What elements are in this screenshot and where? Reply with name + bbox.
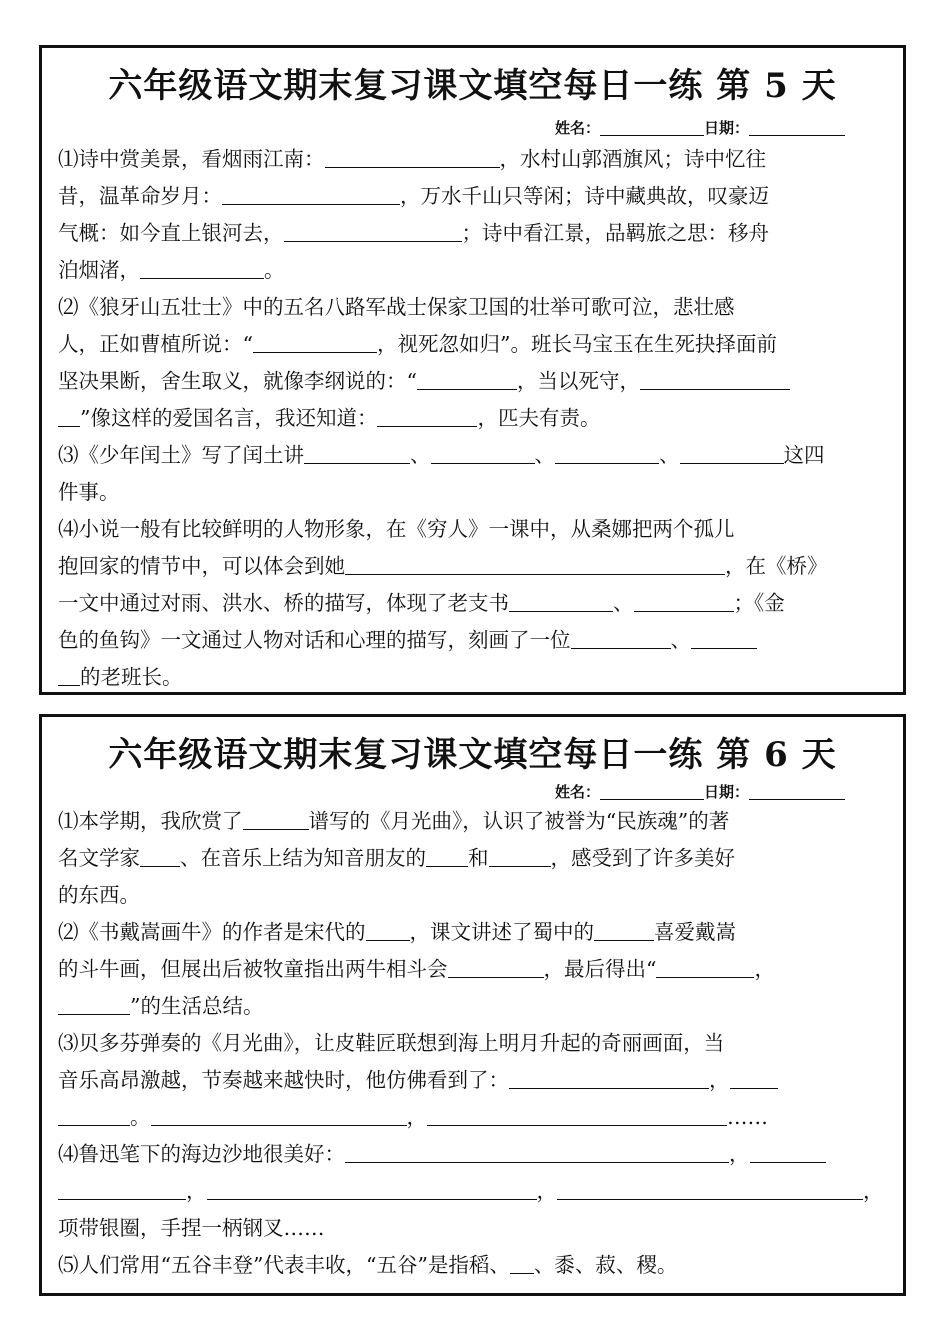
text-line <box>58 1062 889 1099</box>
fill-blank[interactable] <box>366 918 410 941</box>
question-list <box>58 803 889 1284</box>
worksheet-title: 六年级语文期末复习课文填空每日一练 第 5 天 <box>108 66 837 106</box>
text-line <box>58 252 889 289</box>
line-text: 抱回家的情节中，可以体会到她 <box>58 554 345 578</box>
fill-blank[interactable] <box>58 992 130 1015</box>
fill-blank[interactable] <box>509 589 613 612</box>
worksheet-title: 六年级语文期末复习课文填空每日一练 第 6 天 <box>108 735 837 775</box>
fill-blank[interactable] <box>151 1103 407 1126</box>
line-text: 这四 <box>783 443 825 467</box>
line-text: 、 <box>670 628 691 652</box>
name-label: 姓名： <box>554 119 600 137</box>
fill-blank[interactable] <box>58 404 80 427</box>
line-text: ⑵《狼牙山五壮士》中的五名八路军战士保家卫国的壮举可歌可泣，悲壮感 <box>58 295 735 319</box>
date-blank[interactable] <box>749 783 845 800</box>
text-line <box>58 1210 889 1247</box>
fill-blank[interactable] <box>58 663 80 686</box>
fill-blank[interactable] <box>571 626 671 649</box>
line-text: 、 <box>534 443 555 467</box>
line-text: ⑸人们常用“五谷丰登”代表丰收，“五谷”是指稻、 <box>58 1253 510 1277</box>
line-text: ，匹夫有责。 <box>477 406 601 430</box>
line-text: ， <box>754 957 775 981</box>
line-text: 气概：如今直上银河去， <box>58 221 284 245</box>
line-text: ， <box>186 1179 207 1203</box>
line-text: 和 <box>468 846 489 870</box>
line-text: ⑶《少年闰土》写了闰土讲 <box>58 443 304 467</box>
fill-blank[interactable] <box>377 404 477 427</box>
line-text: ；诗中看江景，品羁旅之思：移舟 <box>461 221 769 245</box>
fill-blank[interactable] <box>222 182 400 205</box>
line-text: 音乐高昂激越，节奏越来越快时，他仿佛看到了： <box>58 1068 509 1092</box>
line-text: ， <box>536 1179 557 1203</box>
fill-blank[interactable] <box>510 1251 534 1274</box>
text-line <box>58 1099 889 1136</box>
name-label: 姓名： <box>554 783 600 801</box>
line-text: 的斗牛画，但展出后被牧童指出两牛相斗会 <box>58 957 448 981</box>
name-blank[interactable] <box>600 119 704 136</box>
text-line <box>58 1173 889 1210</box>
fill-blank[interactable] <box>656 955 754 978</box>
worksheet-day-5 <box>39 45 906 695</box>
fill-blank[interactable] <box>325 145 500 168</box>
text-line <box>58 548 889 585</box>
line-text: ， <box>729 1142 750 1166</box>
fill-blank[interactable] <box>253 330 377 353</box>
fill-blank[interactable] <box>680 441 784 464</box>
text-line <box>58 659 889 696</box>
fill-blank[interactable] <box>594 918 654 941</box>
line-text: 的东西。 <box>58 883 140 907</box>
line-text: 、黍、菽、稷。 <box>533 1253 678 1277</box>
fill-blank[interactable] <box>427 1103 727 1126</box>
line-text: ⑶贝多芬弹奏的《月光曲》，让皮鞋匠联想到海上明月升起的奇丽画面，当 <box>58 1031 725 1055</box>
date-label: 日期： <box>703 119 749 137</box>
line-text: 喜爱戴嵩 <box>654 920 736 944</box>
text-line <box>58 1025 889 1062</box>
line-text: ⑷小说一般有比较鲜明的人物形象，在《穷人》一课中，从桑娜把两个孤儿 <box>58 517 735 541</box>
line-text: ， <box>406 1105 427 1129</box>
name-date-bar <box>555 117 845 138</box>
line-text: 泊烟渚， <box>58 258 140 282</box>
line-text: ，最后得出“ <box>543 957 657 981</box>
line-text: ，感受到了许多美好 <box>550 846 735 870</box>
question-list <box>58 141 889 696</box>
fill-blank[interactable] <box>243 807 309 830</box>
fill-blank[interactable] <box>750 1140 826 1163</box>
fill-blank[interactable] <box>448 955 544 978</box>
line-text: 人，正如曹植所说：“ <box>58 332 253 356</box>
fill-blank[interactable] <box>557 1177 863 1200</box>
line-text: 色的鱼钩》一文通过人物对话和心理的描写，刻画了一位 <box>58 628 571 652</box>
line-text: 。 <box>264 258 285 282</box>
line-text: 谱写的《月光曲》，认识了被誉为“民族魂”的著 <box>308 809 730 833</box>
line-text: 坚决果断，舍生取义，就像李纲说的：“ <box>58 369 417 393</box>
fill-blank[interactable] <box>207 1177 537 1200</box>
fill-blank[interactable] <box>58 1177 186 1200</box>
text-line <box>58 215 889 252</box>
line-text: ；《金 <box>733 591 785 615</box>
fill-blank[interactable] <box>489 844 551 867</box>
text-line <box>58 1247 889 1284</box>
fill-blank[interactable] <box>509 1066 709 1089</box>
text-line <box>58 511 889 548</box>
fill-blank[interactable] <box>140 844 180 867</box>
fill-blank[interactable] <box>555 441 659 464</box>
text-line <box>58 178 889 215</box>
text-line <box>58 877 889 914</box>
text-line <box>58 437 889 474</box>
line-text: ⑷鲁迅笔下的海边沙地很美好： <box>58 1142 345 1166</box>
text-line <box>58 988 889 1025</box>
fill-blank[interactable] <box>426 844 468 867</box>
line-text: 的老班长。 <box>80 665 183 689</box>
line-text: 件事。 <box>58 480 120 504</box>
line-text: ， <box>863 1179 884 1203</box>
worksheet-day-6 <box>39 714 906 1296</box>
name-date-bar <box>555 781 845 802</box>
line-text: 名文学家 <box>58 846 140 870</box>
text-line <box>58 914 889 951</box>
text-line <box>58 1136 889 1173</box>
fill-blank[interactable] <box>730 1066 778 1089</box>
fill-blank[interactable] <box>417 367 517 390</box>
fill-blank[interactable] <box>431 441 535 464</box>
fill-blank[interactable] <box>345 552 725 575</box>
line-text: 、 <box>613 591 634 615</box>
line-text: 一文中通过对雨、洪水、桥的描写，体现了老支书 <box>58 591 509 615</box>
text-line <box>58 474 889 511</box>
line-text: ，在《桥》 <box>725 554 828 578</box>
line-text: ”的生活总结。 <box>130 994 264 1018</box>
fill-blank[interactable] <box>140 256 264 279</box>
name-blank[interactable] <box>600 783 704 800</box>
line-text: ”像这样的爱国名言，我还知道： <box>80 406 378 430</box>
text-line <box>58 840 889 877</box>
line-text: 项带银圈，手捏一柄钢叉…… <box>58 1216 325 1240</box>
line-text: ，万水千山只等闲；诗中藏典故，叹豪迈 <box>400 184 769 208</box>
line-text: ，当以死守， <box>516 369 640 393</box>
text-line <box>58 400 889 437</box>
line-text: 、 <box>659 443 680 467</box>
fill-blank[interactable] <box>691 626 757 649</box>
fill-blank[interactable] <box>284 219 462 242</box>
line-text: ⑴诗中赏美景，看烟雨江南： <box>58 147 325 171</box>
line-text: 昔，温革命岁月： <box>58 184 222 208</box>
text-line <box>58 803 889 840</box>
line-text: 、 <box>410 443 431 467</box>
text-line <box>58 326 889 363</box>
line-text: ⑵《书戴嵩画牛》的作者是宋代的 <box>58 920 366 944</box>
text-line <box>58 141 889 178</box>
date-label: 日期： <box>703 783 749 801</box>
text-line <box>58 363 889 400</box>
line-text: ，视死忽如归”。班长马宝玉在生死抉择面前 <box>376 332 777 356</box>
text-line <box>58 585 889 622</box>
line-text: …… <box>727 1105 768 1129</box>
fill-blank[interactable] <box>304 441 410 464</box>
date-blank[interactable] <box>749 119 845 136</box>
fill-blank[interactable] <box>640 367 790 390</box>
text-line <box>58 622 889 659</box>
line-text: ， <box>709 1068 730 1092</box>
line-text: ，课文讲述了蜀中的 <box>409 920 594 944</box>
fill-blank[interactable] <box>634 589 734 612</box>
fill-blank[interactable] <box>345 1140 729 1163</box>
fill-blank[interactable] <box>58 1103 130 1126</box>
line-text: ，水村山郭酒旗风；诗中忆往 <box>499 147 766 171</box>
line-text: ⑴本学期，我欣赏了 <box>58 809 243 833</box>
line-text: 。 <box>130 1105 151 1129</box>
text-line <box>58 951 889 988</box>
text-line <box>58 289 889 326</box>
line-text: 、在音乐上结为知音朋友的 <box>180 846 426 870</box>
